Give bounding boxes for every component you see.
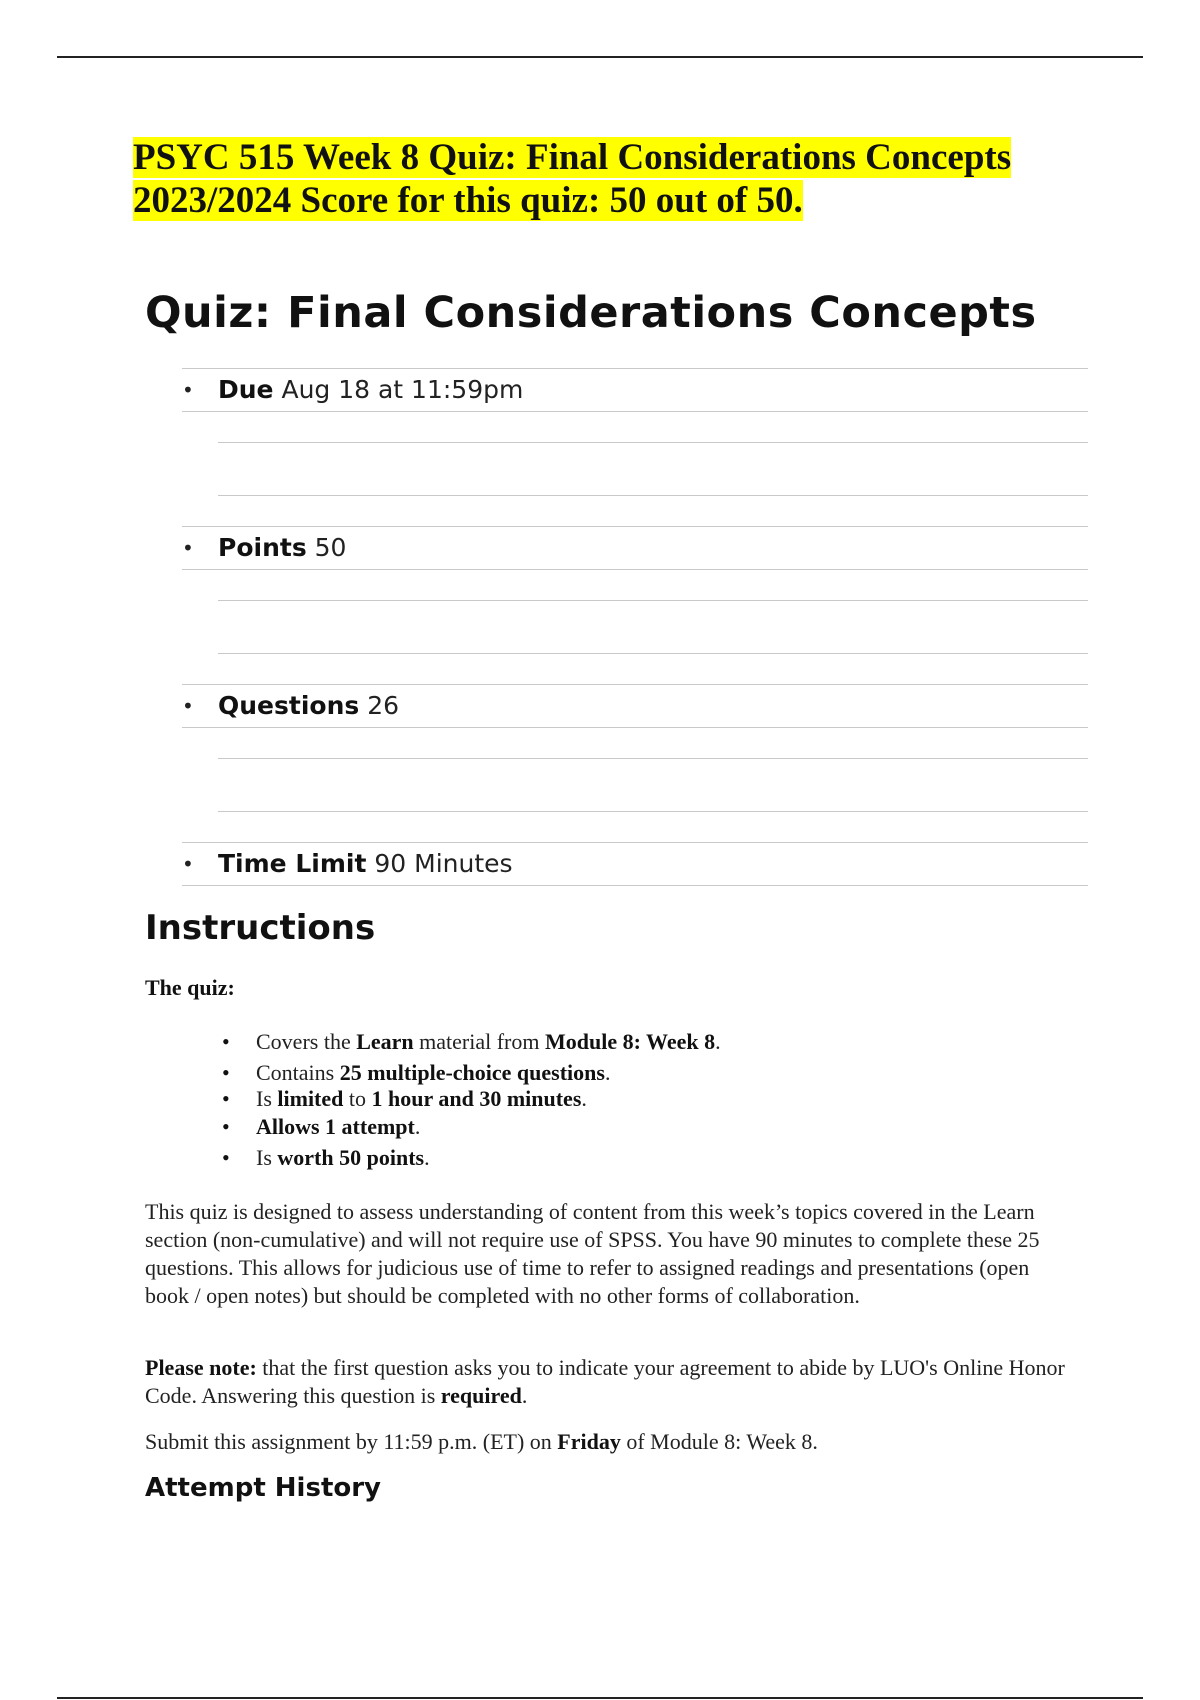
detail-row [182, 842, 1088, 886]
list-item: • Covers the Learn material from Module 8: Week 8. [222, 1028, 721, 1056]
instructions-heading: Instructions [145, 908, 376, 948]
detail-label: Time Limit [218, 849, 367, 878]
bullet-icon: • [182, 852, 194, 876]
quiz-heading: Quiz: Final Considerations Concepts [145, 288, 1037, 338]
bottom-rule [57, 1697, 1143, 1699]
submit-note: Submit this assignment by 11:59 p.m. (ET) on Friday of Module 8: Week 8. [145, 1429, 818, 1454]
detail-points [182, 526, 1088, 684]
divider [218, 653, 1088, 654]
bullet-icon: • [182, 536, 194, 560]
detail-row [182, 684, 1088, 728]
detail-row [182, 526, 1088, 570]
attempt-history-heading: Attempt History [145, 1473, 382, 1503]
detail-value: Aug 18 at 11:59pm [281, 375, 524, 404]
detail-time-limit [182, 842, 1088, 892]
divider [218, 758, 1088, 759]
divider [218, 442, 1088, 443]
detail-value: 90 Minutes [374, 849, 513, 878]
list-item: • Is worth 50 points. [222, 1144, 721, 1172]
detail-label: Points [218, 533, 307, 562]
divider [218, 811, 1088, 812]
detail-due [182, 368, 1088, 526]
divider [218, 600, 1088, 601]
detail-label: Due [218, 375, 274, 404]
divider [218, 495, 1088, 496]
quiz-details-list [182, 368, 1088, 892]
detail-questions [182, 684, 1088, 842]
list-item: • Is limited to 1 hour and 30 minutes. [222, 1085, 721, 1113]
detail-label: Questions [218, 691, 360, 720]
instructions-intro: The quiz: [145, 975, 235, 1000]
bullet-icon: • [182, 378, 194, 402]
detail-row [182, 368, 1088, 412]
detail-value: 50 [314, 533, 347, 562]
list-item: • Contains 25 multiple-choice questions. [222, 1059, 721, 1087]
document-title: PSYC 515 Week 8 Quiz: Final Considerations Concepts 2023/2024 Score for this quiz: 50 out of 50. [133, 137, 1012, 221]
description-paragraph: This quiz is designed to assess understanding of content from this week’s topics covered in the Learn section (non-cumulative) and will not require use of SPSS. You have 90 minutes to complete these 25 questions. This allows for judicious use of time to refer to assigned readings and presentations (open book / open notes) but should be completed with no other forms of collaboration. [145, 1199, 1040, 1308]
list-item: • Allows 1 attempt. [222, 1113, 721, 1141]
top-rule [57, 56, 1143, 58]
instructions-list [222, 1028, 721, 1172]
honor-code-note: Please note: that the first question asks you to indicate your agreement to abide by LUO's Online Honor Code. Answering this question is required. [145, 1355, 1065, 1408]
detail-value: 26 [367, 691, 400, 720]
bullet-icon: • [182, 694, 194, 718]
